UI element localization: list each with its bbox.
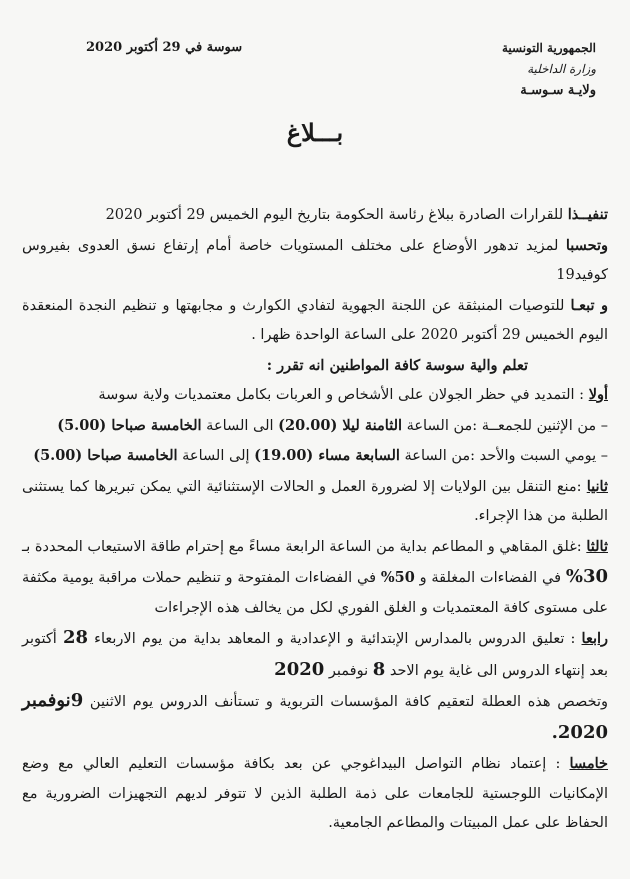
ministry-name: وزارة الداخلية	[527, 62, 596, 76]
intro-text-3: للتوصيات المنبثقة عن اللجنة الجهوية لتفادي الكوارث و مجابهتها و تنظيم النجدة المنعقدة اليوم الخميس 29 أكتوبر 2020 على الساعة الواحدة ظهرا .	[22, 297, 608, 343]
fourth-number-2: 8	[372, 658, 386, 680]
governorate-name: ولايـة سـوسـة	[520, 83, 596, 98]
item-fifth-text: : إعتماد نظام التواصل البيداغوجي عن بعد بكافة مؤسسات التعليم العالي مع وضع الإمكانيات اللوجستية للجامعات على ذمة الطلبة الذين لا تتوفر لديهم التجهيزات الضرورية مع الحفاظ على عمل المبيتات والمطاعم الجامعية.	[22, 756, 608, 831]
intro-text-2: لمزيد تدهور الأوضاع على مختلف المستويات خاصة أمام إرتفاع نسق العدوى بفيروس كوفيد19	[22, 237, 608, 283]
document-body	[22, 200, 608, 839]
intro-lead-2: وتحسبا	[565, 236, 608, 254]
third-text-a: :غلق المقاهي و المطاعم بداية من الساعة الرابعة مساءً مع إحترام طاقة الاستيعاب المحددة بـ	[22, 538, 587, 555]
item-second	[22, 472, 608, 532]
item-fourth	[22, 623, 608, 686]
fourth-text-a: : تعليق الدروس بالمدارس الإبتدائية و الإعدادية و المعاهد بداية من يوم الاربعاء	[88, 631, 582, 647]
third-percent-1: 30%	[565, 566, 608, 587]
intro-paragraph-2	[22, 231, 608, 291]
intro-text-1: للقرارات الصادرة ببلاغ رئاسة الحكومة بتاريخ اليوم الخميس 29 أكتوبر 2020	[105, 207, 568, 223]
document-date: سوسة في 29 أكتوبر 2020	[86, 40, 243, 55]
sub2-part-b: السابعة مساء (19.00)	[254, 447, 400, 464]
decision-heading: تعلم والية سوسة كافة المواطنين انه تقرر :	[266, 356, 528, 374]
sub2-part-d: الخامسة صباحا (5.00)	[33, 447, 178, 464]
sub1-part-b: الثامنة ليلا (20.00)	[278, 416, 403, 434]
fourth-resume-date: 9نوفمبر 2020.	[22, 690, 608, 743]
intro-lead-3: و تبعـا	[570, 296, 609, 314]
third-text-b: في الفضاءات المغلقة و	[414, 570, 566, 586]
fourth-text-c: نوفمبر	[324, 662, 373, 679]
third-text-c: في الفضاءات المفتوحة و تنظيم حملات مراقبة يومية مكثفة على مستوى كافة المعتمديات و الغلق الفوري لكل من يخالف هذه الإجراءات	[22, 570, 608, 616]
item-third-label: ثالثا	[586, 537, 608, 555]
intro-paragraph-1	[22, 200, 608, 231]
item-fourth-cont	[22, 686, 608, 749]
third-percent-2: 50%	[380, 569, 415, 586]
item-second-label: ثانيا	[586, 477, 608, 495]
item-fifth-label: خامسا	[569, 755, 609, 772]
sub1-part-d: الخامسة صباحا (5.00)	[57, 416, 202, 434]
fourth-text-b: أكتوبر بعد إنتهاء الدروس الى غاية يوم الاحد	[22, 631, 608, 679]
item-fifth	[22, 749, 608, 839]
item-fourth-label: رابعا	[581, 630, 609, 647]
sub2-part-a: – يومي السبت والأحد :من الساعة	[399, 448, 608, 464]
intro-lead-1: تنفيــذا	[567, 206, 608, 223]
letterhead	[396, 38, 596, 101]
item-first-text: : التمديد في حظر الجولان على الأشخاص و العربات بكامل معتمديات ولاية سوسة	[98, 387, 589, 403]
intro-paragraph-3	[22, 291, 608, 351]
document-title: بـــلاغ	[286, 118, 344, 147]
fourth-text-d: وتخصص هذه العطلة لتعقيم كافة المؤسسات التربوية و تستأنف الدروس يوم الاثنين	[83, 694, 608, 710]
fourth-number-1: 28	[62, 627, 89, 648]
item-first-sub-1	[22, 411, 608, 442]
item-first-sub-2	[22, 441, 608, 472]
sub2-part-c: إلى الساعة	[177, 448, 255, 464]
sub1-part-a: – من الإثنين للجمعــة :من الساعة	[402, 417, 608, 434]
item-first	[22, 380, 608, 411]
item-first-label: أولا	[588, 386, 608, 403]
fourth-year: 2020	[274, 658, 325, 680]
item-second-text: :منع التنقل بين الولايات إلا لضرورة العمل و الحالات الإستثنائية التي يمكن تبريرها كما يستثنى الطلبة من هذا الإجراء.	[22, 478, 608, 524]
item-third	[22, 532, 608, 624]
sub1-part-c: الى الساعة	[201, 417, 279, 434]
republic-name: الجمهورية التونسية	[501, 41, 596, 55]
